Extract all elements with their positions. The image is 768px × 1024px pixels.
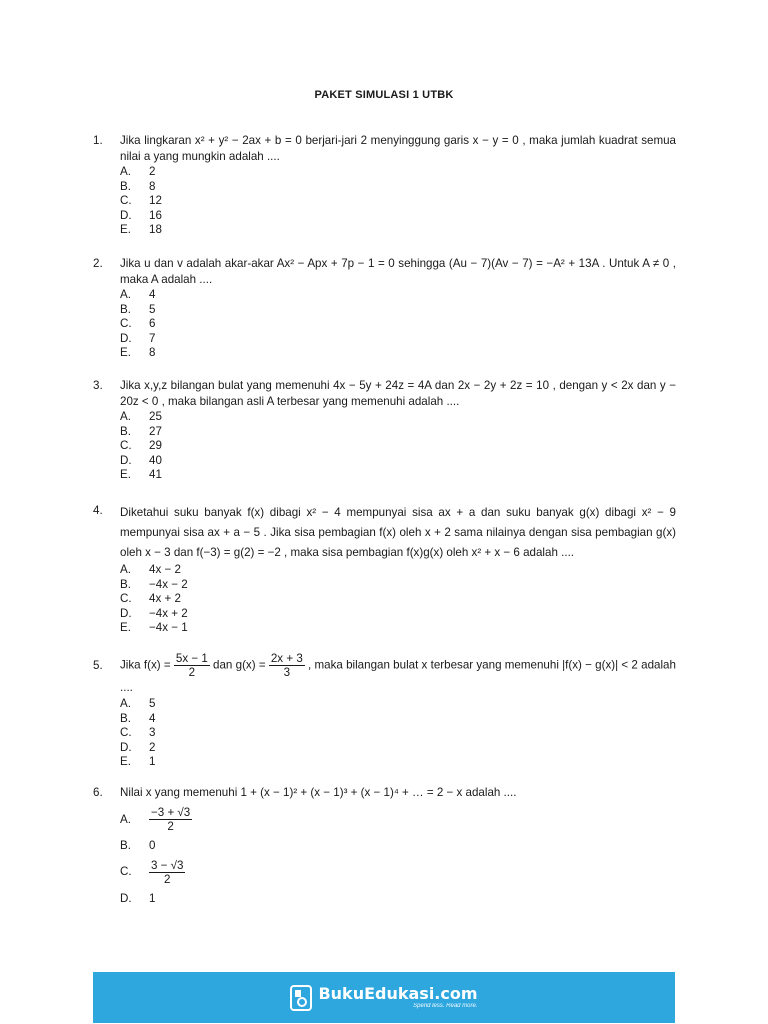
option-d: D. 2 (120, 740, 156, 754)
option-d: D. 7 (120, 331, 156, 345)
question-text: Diketahui suku banyak f(x) dibagi x² − 4 mempunyai sisa ax + a dan suku banyak g(x) dibagi x² − 9 mempunyai sisa ax + a − 5 . Jika sisa pembagian f(x) oleh x + 2 sama nilainya dengan sisa pembagian g(x) oleh x − 3 dan f(−3) = g(2) = −2 , maka sisa pembagian f(x)g(x) oleh x² + x − 6 adalah .... (120, 506, 676, 559)
question-number: 2. (93, 257, 103, 270)
option-b: B. −4x − 2 (120, 577, 188, 591)
option-e: E. 18 (120, 223, 162, 237)
option-b: B. 8 (120, 179, 156, 193)
option-c-fraction: $\frac{3 - √3}{2}$ (151, 858, 184, 886)
question-number: 5. (93, 659, 103, 672)
option-e: E. −4x − 1 (120, 621, 188, 635)
option-d: D. 16 (120, 208, 162, 222)
question-text: Jika u dan v adalah akar-akar Ax² − Apx + 7p − 1 = 0 sehingga (Au − 7)(Av − 7) = −A² + 13A . Untuk A ≠ 0 , maka A adalah .... (120, 257, 676, 286)
question-3 (93, 378, 676, 483)
option-b: B. 27 (120, 424, 162, 438)
option-c: C. $\frac{3 - √3}{2}$ (120, 858, 184, 886)
brand-logo (290, 985, 477, 1011)
question-2 (93, 256, 676, 361)
option-a: A. 4 (120, 288, 156, 301)
option-e: E. 1 (120, 755, 156, 769)
option-a: A. 2 (120, 165, 156, 178)
question-1 (93, 133, 676, 238)
option-b: B. 0 (120, 839, 156, 852)
option-c: C. 4x + 2 (120, 592, 181, 606)
question-number: 4. (93, 504, 103, 517)
document-title: PAKET SIMULASI 1 UTBK (314, 89, 454, 101)
question-text: Jika lingkaran x² + y² − 2ax + b = 0 berjari-jari 2 menyinggung garis x − y = 0 , maka jumlah kuadrat semua nilai a yang mungkin adalah .... (120, 134, 676, 163)
option-a: A. 5 (120, 697, 156, 710)
question-number: 3. (93, 379, 103, 392)
option-c: C. 12 (120, 194, 162, 208)
option-c: C. 6 (120, 317, 156, 331)
option-d: D. 1 (120, 891, 156, 905)
fraction-f: $\frac{5x - 1}{2}$ (175, 652, 208, 679)
brand-name: BukuEdukasi.com (318, 984, 478, 1003)
option-c: C. 3 (120, 726, 156, 740)
option-b: B. 5 (120, 302, 156, 316)
book-logo-icon (290, 985, 312, 1011)
question-5 (93, 652, 676, 770)
question-number: 1. (93, 134, 103, 147)
option-a-fraction: $\frac{-3 + √3}{2}$ (151, 806, 191, 833)
option-e: E. 41 (120, 468, 162, 482)
question-4 (93, 503, 676, 636)
question-number: 6. (93, 786, 103, 799)
footer-banner (93, 972, 675, 1023)
question-6 (93, 785, 676, 906)
question-text: Nilai x yang memenuhi 1 + (x − 1)² + (x − 1)³ + (x − 1)⁴ + … = 2 − x adalah .... (120, 786, 517, 799)
option-a: A. 4x − 2 (120, 563, 181, 576)
question-text: Jika f(x) = $\frac{5x - 1}{2}$ dan g(x) = $\frac{2x + 3}{3}$ , maka bilangan bulat x terbesar yang memenuhi |f(x) − g(x)| < 2 adalah .... (120, 652, 676, 694)
option-d: D. 40 (120, 453, 162, 467)
brand-tagline: Spend less. Read more. (413, 1003, 478, 1009)
question-text: Jika x,y,z bilangan bulat yang memenuhi 4x − 5y + 24z = 4A dan 2x − 2y + 2z = 10 , dengan y < 2x dan y − 20z < 0 , maka bilangan asli A terbesar yang memenuhi adalah .... (120, 379, 676, 408)
option-d: D. −4x + 2 (120, 606, 188, 620)
option-c: C. 29 (120, 439, 162, 453)
option-e: E. 8 (120, 346, 156, 360)
option-a: A. $\frac{-3 + √3}{2}$ (120, 806, 191, 833)
fraction-g: $\frac{2x + 3}{3}$ (270, 652, 303, 679)
option-a: A. 25 (120, 410, 162, 423)
option-b: B. 4 (120, 711, 156, 725)
